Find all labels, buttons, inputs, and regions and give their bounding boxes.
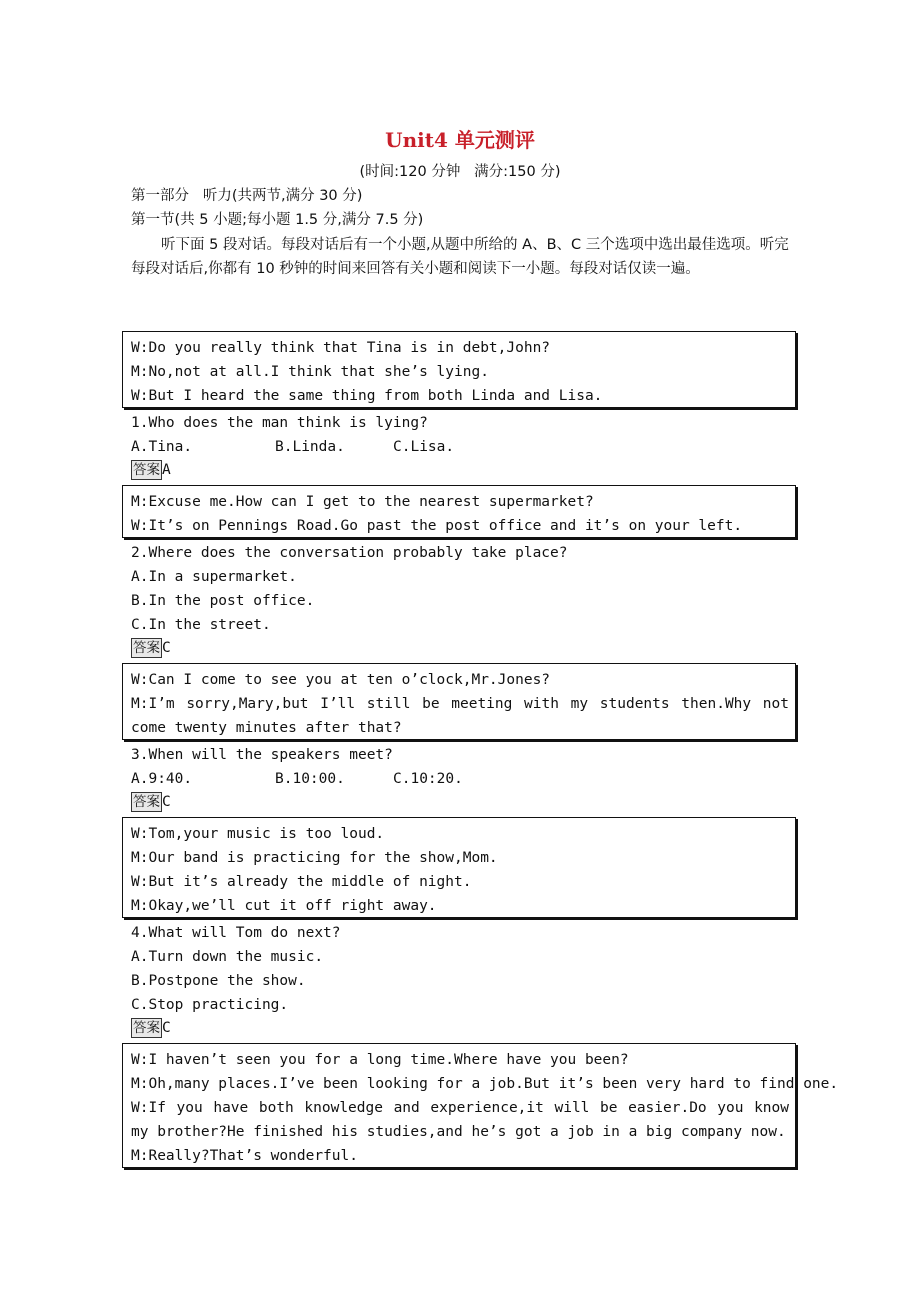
option-c: C.Stop practicing.: [131, 997, 289, 1013]
answer-tag: 答案: [133, 794, 160, 810]
dialogue-line: M:No,not at all.I think that she’s lying.: [131, 364, 489, 380]
dialogue-line: M:Okay,we’ll cut it off right away.: [131, 898, 437, 914]
answer-value: C: [162, 1020, 171, 1036]
answer-4: [131, 1018, 171, 1038]
option-c: C.In the street.: [131, 617, 271, 633]
dialogue-line: W:But it’s already the middle of night.: [131, 874, 472, 890]
answer-value: A: [162, 462, 171, 478]
option-c: C.10:20.: [393, 771, 463, 787]
dialogue-line: W:I haven’t seen you for a long time.Where have you been?: [131, 1052, 629, 1068]
dialogue-line: M:Excuse me.How can I get to the nearest supermarket?: [131, 494, 594, 510]
dialogue-line: M:I’m sorry,Mary,but I’ll still be meeting with my students then.Why not come twenty minutes after that?: [131, 696, 789, 736]
dialogue-line: M:Oh,many places.I’ve been looking for a job.But it’s been very hard to find one.: [131, 1076, 839, 1092]
dialogue-box-5: [122, 1043, 839, 1168]
option-b: B.10:00.: [275, 771, 345, 787]
answer-3: [131, 792, 171, 812]
answer-2: [131, 638, 171, 658]
option-a: A.9:40.: [131, 771, 193, 787]
question-stem-4: 4.What will Tom do next?: [131, 925, 341, 941]
option-a: A.Tina.: [131, 439, 193, 455]
question-stem-1: 1.Who does the man think is lying?: [131, 415, 428, 431]
dialogue-box-2: [122, 485, 796, 538]
option-a: A.In a supermarket.: [131, 569, 297, 585]
dialogue-box-4: [122, 817, 796, 918]
option-c: C.Lisa.: [393, 439, 455, 455]
option-b: B.Postpone the show.: [131, 973, 306, 989]
dialogue-line: W:But I heard the same thing from both Linda and Lisa.: [131, 388, 603, 404]
answer-value: C: [162, 794, 171, 810]
question-stem-2: 2.Where does the conversation probably take place?: [131, 545, 568, 561]
answer-tag: 答案: [133, 462, 160, 478]
question-stem-3: 3.When will the speakers meet?: [131, 747, 393, 763]
answer-tag: 答案: [133, 1020, 160, 1036]
dialogue-line: M:Really?That’s wonderful.: [131, 1148, 358, 1164]
dialogue-line: W:Can I come to see you at ten o’clock,Mr.Jones?: [131, 672, 551, 688]
option-b: B.In the post office.: [131, 593, 315, 609]
instructions: 听下面 5 段对话。每段对话后有一个小题,从题中所给的 A、B、C 三个选项中选出最佳选项。听完每段对话后,你都有 10 秒钟的时间来回答有关小题和阅读下一小题。每段对话仅读一遍。: [131, 237, 789, 277]
dialogue-box-1: [122, 331, 796, 408]
dialogue-line: W:Tom,your music is too loud.: [131, 826, 385, 842]
dialogue-line: M:Our band is practicing for the show,Mom.: [131, 850, 498, 866]
dialogue-line: W:If you have both knowledge and experience,it will be easier.Do you know my brother?He finished his studies,and he’s got a job in a big company now.: [131, 1100, 789, 1140]
exam-info: (时间:120 分钟 满分:150 分): [359, 164, 561, 180]
section-heading: 第一节(共 5 小题;每小题 1.5 分,满分 7.5 分): [131, 212, 424, 228]
option-a: A.Turn down the music.: [131, 949, 324, 965]
page-title: Unit4 单元测评: [385, 128, 535, 152]
answer-tag: 答案: [133, 640, 160, 656]
option-b: B.Linda.: [275, 439, 345, 455]
answer-1: [131, 460, 171, 480]
dialogue-line: W:Do you really think that Tina is in debt,John?: [131, 340, 551, 356]
answer-value: C: [162, 640, 171, 656]
dialogue-box-3: [122, 663, 796, 740]
part-heading: 第一部分 听力(共两节,满分 30 分): [131, 188, 363, 204]
dialogue-line: W:It’s on Pennings Road.Go past the post office and it’s on your left.: [131, 518, 743, 534]
